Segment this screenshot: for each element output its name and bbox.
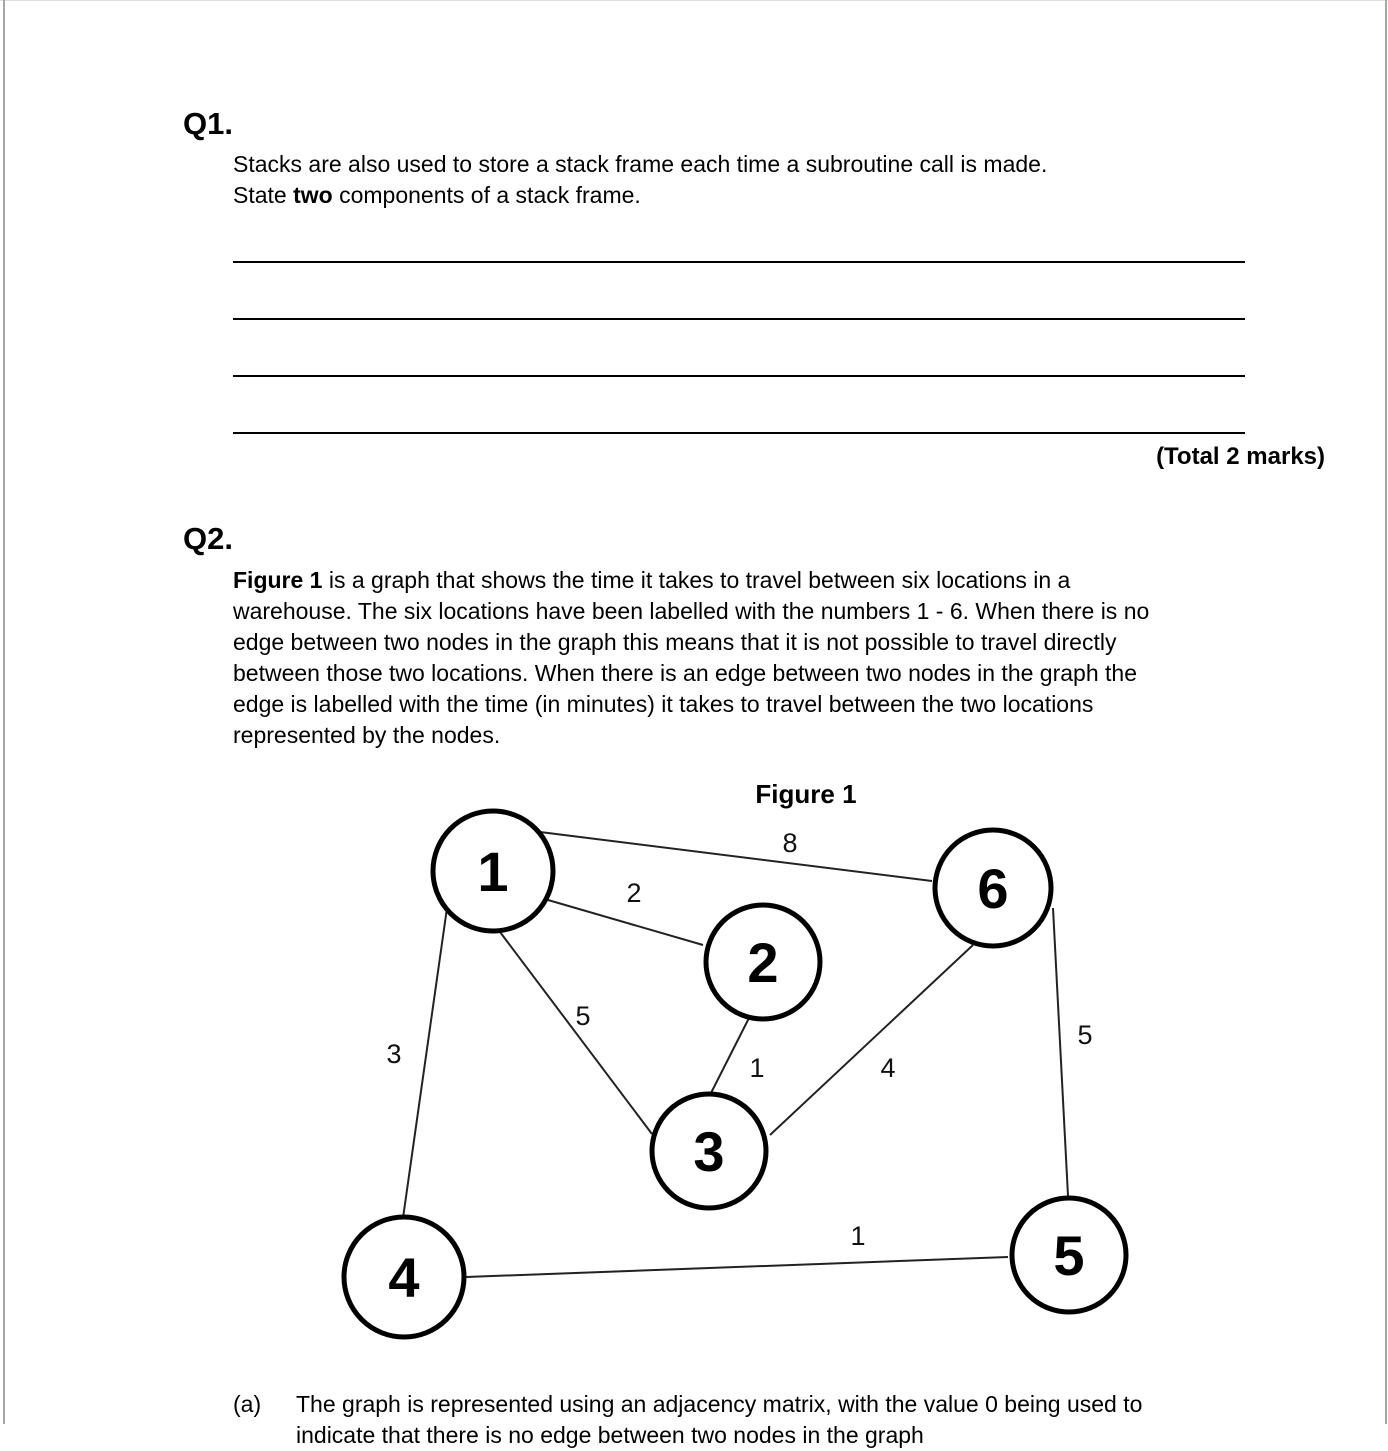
edge-1-4 bbox=[403, 908, 447, 1218]
graph-node-label-6: 6 bbox=[977, 857, 1009, 920]
figure-title: Figure 1 bbox=[755, 779, 857, 809]
q2-intro-line1-rest: is a graph that shows the time it takes to travel between six locations in a bbox=[322, 567, 1071, 593]
edge-4-5 bbox=[466, 1257, 1008, 1277]
edge-weight-4-5: 1 bbox=[850, 1221, 866, 1251]
edge-weight-1-2: 2 bbox=[626, 878, 642, 908]
part-a-line-2-clipped: indicate that there is no edge between two nodes in the graph bbox=[296, 1422, 924, 1448]
q1-heading: Q1. bbox=[183, 106, 233, 141]
edge-weight-3-6: 4 bbox=[880, 1053, 896, 1083]
q1-total-marks: (Total 2 marks) bbox=[1156, 443, 1325, 470]
part-a-label: (a) bbox=[233, 1391, 262, 1417]
edge-weight-1-4: 3 bbox=[386, 1039, 402, 1069]
part-a-line-1: The graph is represented using an adjacency matrix, with the value 0 being used to bbox=[296, 1391, 1143, 1417]
q2-intro-line-6: represented by the nodes. bbox=[233, 722, 501, 748]
q1-line2-bold: two bbox=[293, 182, 333, 208]
q2-intro-line-4: between those two locations. When there is an edge between two nodes in the graph the bbox=[233, 660, 1137, 686]
edge-6-5 bbox=[1053, 908, 1068, 1196]
q1-line2-pre: State bbox=[233, 182, 294, 208]
graph-node-label-2: 2 bbox=[747, 931, 779, 994]
edge-2-3 bbox=[711, 1016, 750, 1093]
q2-intro-line-2: warehouse. The six locations have been labelled with the numbers 1 - 6. When there is no bbox=[233, 598, 1150, 624]
graph-node-label-3: 3 bbox=[693, 1120, 725, 1183]
graph-node-label-4: 4 bbox=[388, 1246, 420, 1309]
q2-intro-line-3: edge between two nodes in the graph this means that it is not possible to travel directly bbox=[233, 629, 1117, 655]
edge-1-6 bbox=[540, 832, 932, 881]
edge-weight-2-3: 1 bbox=[749, 1053, 765, 1083]
q2-heading: Q2. bbox=[183, 521, 233, 556]
edge-1-3 bbox=[497, 928, 652, 1134]
q2-intro-line-5: edge is labelled with the time (in minutes) it takes to travel between the two locations bbox=[233, 691, 1094, 717]
q1-body-line-1: Stacks are also used to store a stack frame each time a subroutine call is made. bbox=[233, 151, 1048, 177]
edge-weight-1-3: 5 bbox=[575, 1001, 591, 1031]
q2-figure-ref-bold: Figure 1 bbox=[233, 567, 323, 593]
edge-weight-1-6: 8 bbox=[782, 828, 798, 858]
graph-node-label-5: 5 bbox=[1053, 1224, 1085, 1287]
graph-node-label-1: 1 bbox=[477, 840, 509, 903]
q1-line2-post: components of a stack frame. bbox=[332, 182, 641, 208]
edge-weight-6-5: 5 bbox=[1077, 1020, 1093, 1050]
